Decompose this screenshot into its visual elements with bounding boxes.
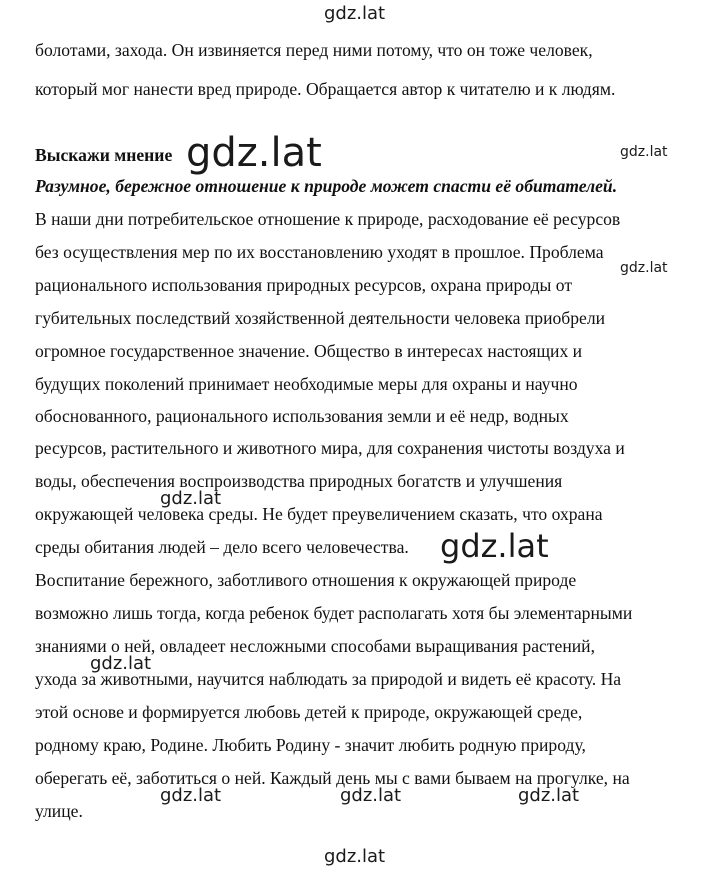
watermark: gdz.lat	[160, 785, 222, 806]
watermark: gdz.lat	[340, 785, 402, 806]
text-line: который мог нанести вред природе. Обращается автор к читателю и к людям.	[35, 79, 616, 99]
text-line: губительных последствий хозяйственной деятельности человека приобрели	[35, 308, 606, 328]
text-line: обоснованного, рационального использования земли и её недр, водных	[35, 406, 569, 426]
text-line: оберегать её, заботиться о ней. Каждый день мы с вами бываем на прогулке, на	[35, 768, 630, 788]
text-line: среды обитания людей – дело всего человечества.	[35, 537, 409, 557]
text-line: Воспитание бережного, заботливого отношения к окружающей природе	[35, 570, 577, 590]
watermark: gdz.lat	[518, 785, 580, 806]
watermark: gdz.lat	[620, 144, 668, 160]
text-line: болотами, захода. Он извиняется перед ними потому, что он тоже человек,	[35, 40, 593, 60]
watermark: gdz.lat	[186, 130, 322, 176]
watermark: gdz.lat	[324, 3, 386, 24]
watermark: gdz.lat	[90, 653, 152, 674]
text-line: будущих поколений принимает необходимые меры для охраны и научно	[35, 374, 578, 394]
section-thesis: Разумное, бережное отношение к природе может спасти её обитателей.	[35, 176, 618, 196]
watermark: gdz.lat	[160, 488, 222, 509]
text-line: ресурсов, растительного и животного мира, для сохранения чистоты воздуха и	[35, 438, 625, 458]
text-line: этой основе и формируется любовь детей к природе, окружающей среде,	[35, 702, 583, 722]
text-line: окружающей человека среды. Не будет преувеличением сказать, что охрана	[35, 504, 603, 524]
watermark: gdz.lat	[440, 527, 549, 565]
section-heading: Выскажи мнение	[35, 145, 173, 165]
text-line: знаниями о ней, овладеет несложными способами выращивания растений,	[35, 636, 595, 656]
text-line: В наши дни потребительское отношение к природе, расходование её ресурсов	[35, 209, 621, 229]
text-line: улице.	[35, 801, 83, 821]
text-line: ухода за животными, научится наблюдать за природой и видеть её красоту. На	[35, 669, 622, 689]
text-line: рационального использования природных ресурсов, охрана природы от	[35, 275, 573, 295]
text-line: возможно лишь тогда, когда ребенок будет располагать хотя бы элементарными	[35, 603, 633, 623]
watermark: gdz.lat	[620, 260, 668, 276]
text-line: без осуществления мер по их восстановлению уходят в прошлое. Проблема	[35, 242, 604, 262]
watermark: gdz.lat	[324, 846, 386, 867]
text-line: воды, обеспечения воспроизводства природных богатств и улучшения	[35, 471, 563, 491]
text-line: родному краю, Родине. Любить Родину - значит любить родную природу,	[35, 735, 586, 755]
text-line: огромное государственное значение. Общество в интересах настоящих и	[35, 341, 583, 361]
